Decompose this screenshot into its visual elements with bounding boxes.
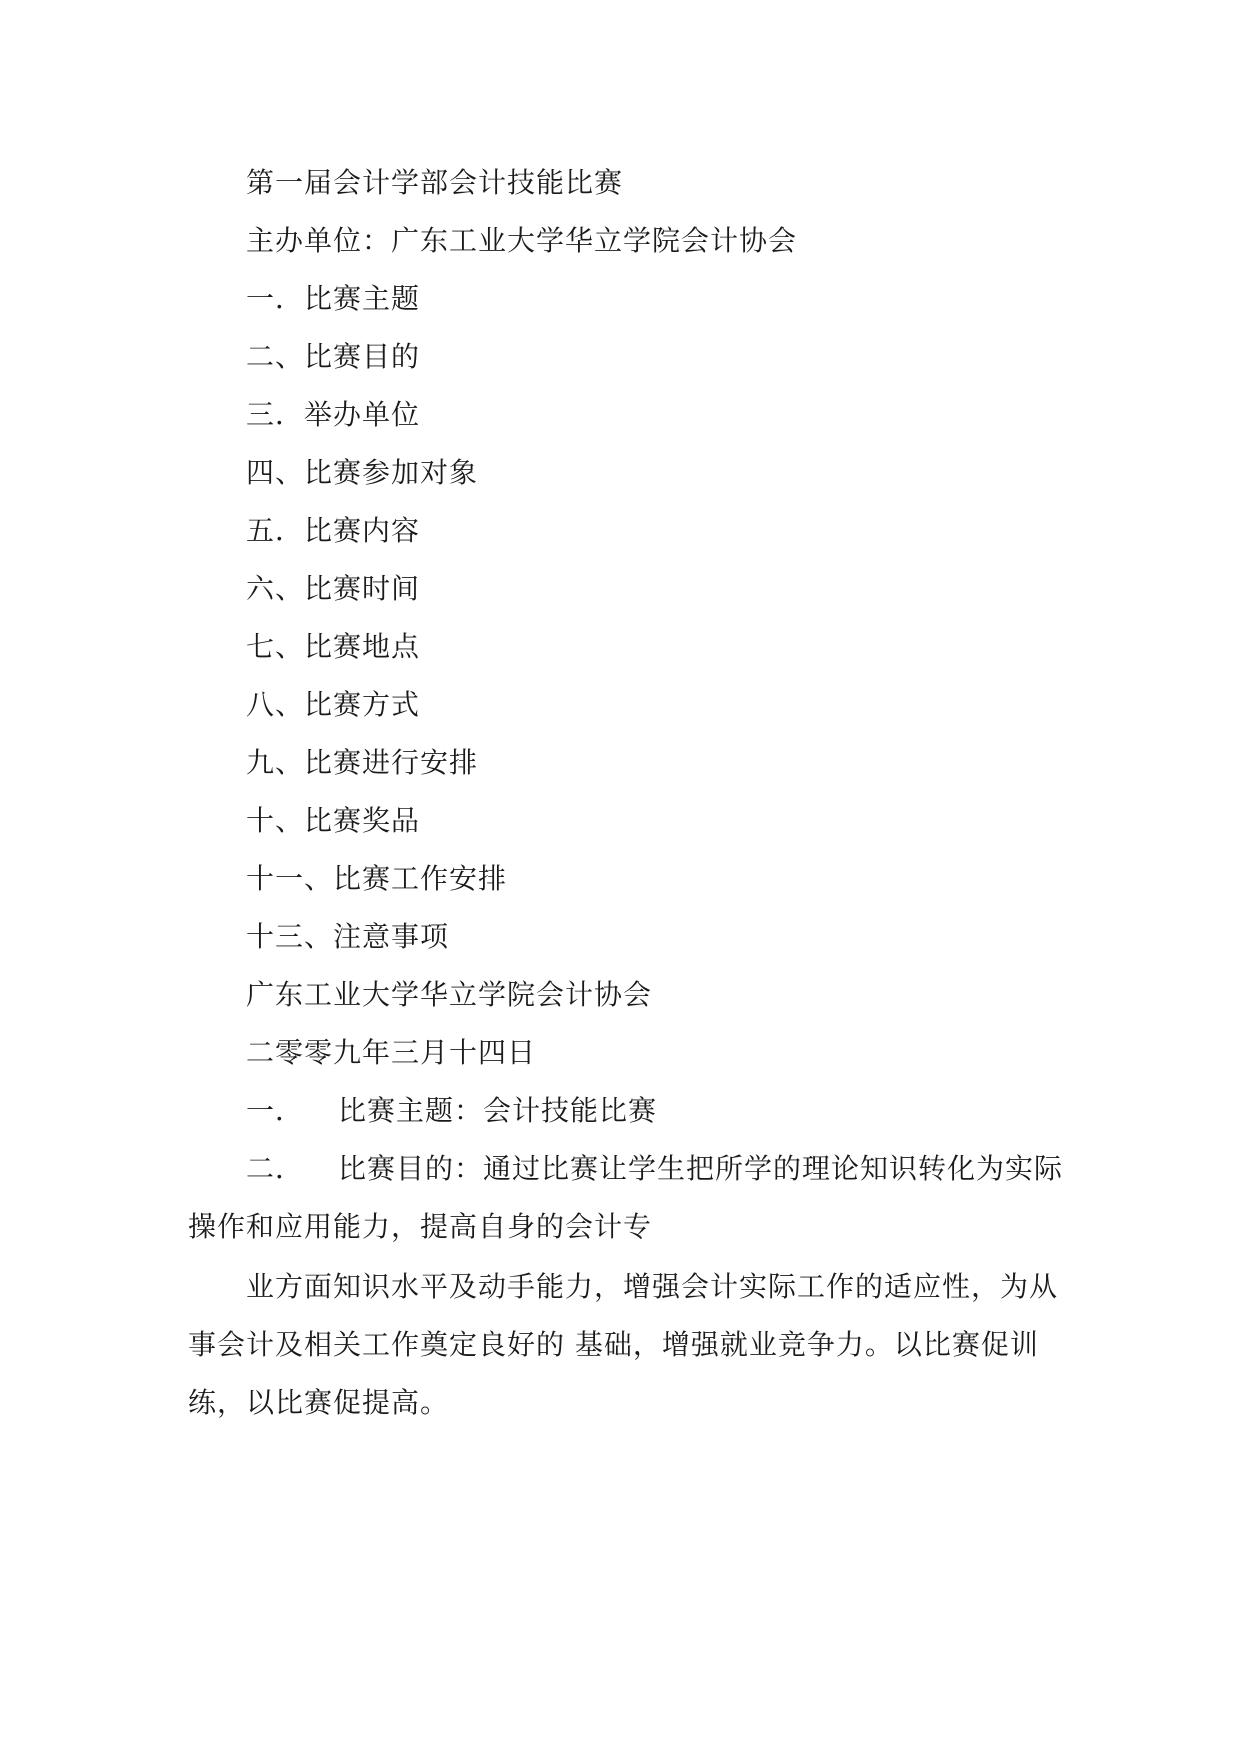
outline-item: 五．比赛内容 (246, 514, 421, 547)
section-number: 二． (246, 1152, 305, 1185)
paragraph-line: 操作和应用能力，提高自身的会计专 (188, 1210, 653, 1243)
outline-item: 九、比赛进行安排 (246, 746, 479, 779)
document-title: 第一届会计学部会计技能比赛 (246, 166, 624, 199)
outline-item: 八、比赛方式 (246, 688, 421, 721)
signature-org: 广东工业大学华立学院会计协会 (246, 978, 653, 1011)
section-text: 比赛目的：通过比赛让学生把所学的理论知识转化为实际 (338, 1152, 1064, 1185)
outline-item: 七、比赛地点 (246, 630, 421, 663)
outline-item: 一．比赛主题 (246, 282, 421, 315)
section-2-heading (246, 1149, 1063, 1189)
paragraph-line: 练，以比赛促提高。 (188, 1386, 450, 1419)
signature-date: 二零零九年三月十四日 (246, 1036, 537, 1069)
outline-item: 十、比赛奖品 (246, 804, 421, 837)
organizer-line: 主办单位：广东工业大学华立学院会计协会 (246, 224, 798, 257)
section-1-heading (246, 1091, 657, 1131)
outline-item: 六、比赛时间 (246, 572, 421, 605)
section-text: 比赛主题：会计技能比赛 (338, 1094, 658, 1127)
outline-item: 十三、注意事项 (246, 920, 450, 953)
paragraph-line: 业方面知识水平及动手能力，增强会计实际工作的适应性，为从 (246, 1270, 1059, 1303)
outline-item: 二、比赛目的 (246, 340, 421, 373)
outline-item: 十一、比赛工作安排 (246, 862, 508, 895)
outline-item: 四、比赛参加对象 (246, 456, 479, 489)
outline-item: 三．举办单位 (246, 398, 421, 431)
section-number: 一． (246, 1094, 305, 1127)
paragraph-line: 事会计及相关工作奠定良好的 基础，增强就业竞争力。以比赛促训 (188, 1328, 1039, 1361)
